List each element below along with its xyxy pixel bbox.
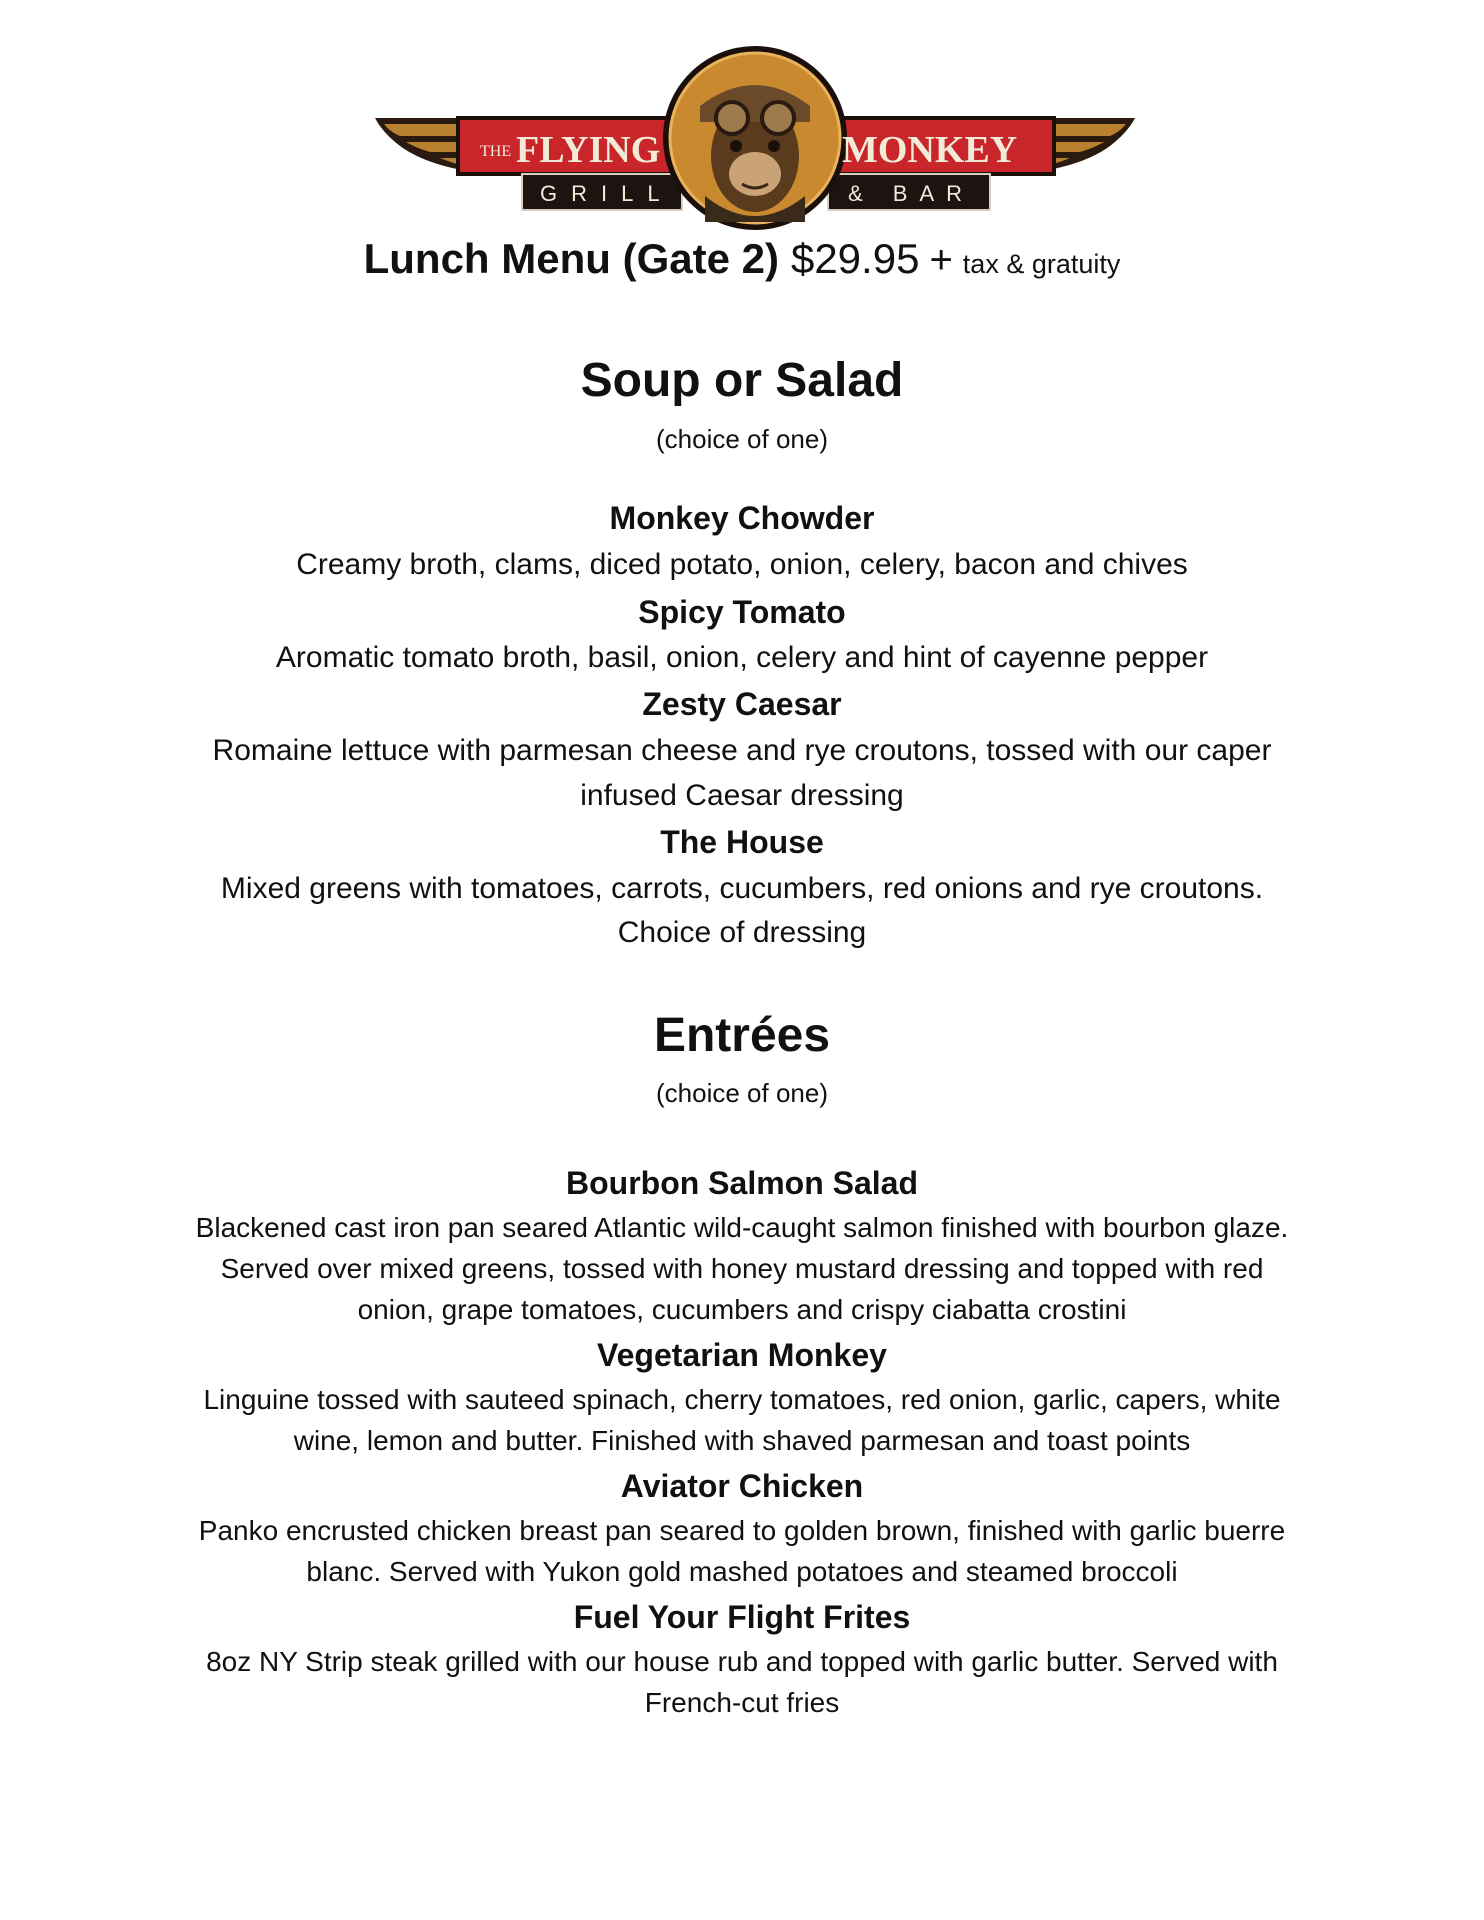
item-the-house-name: The House [660,824,824,860]
item-monkey-chowder-desc: Creamy broth, clams, diced potato, onion, celery, bacon and chives [296,548,1188,581]
item-bourbon-salmon-desc-1: Blackened cast iron pan seared Atlantic wild-caught salmon finished with bourbon glaze. [195,1212,1289,1243]
entrees-note: (choice of one) [656,1078,828,1108]
item-the-house-desc-1: Mixed greens with tomatoes, carrots, cucumbers, red onions and rye croutons. [220,872,1264,905]
menu-price: $29.95 [790,235,920,282]
logo-the-text: THE [480,143,512,160]
item-flight-frites-desc-1: 8oz NY Strip steak grilled with our house rub and topped with garlic butter. Served with [206,1646,1278,1677]
item-aviator-chicken-name: Aviator Chicken [620,1468,864,1504]
item-flight-frites-desc-2: French-cut fries [644,1687,840,1718]
soup-salad-title: Soup or Salad [580,354,904,407]
item-flight-frites-name: Fuel Your Flight Frites [573,1599,911,1635]
menu-headline [0,235,1484,282]
logo-grill-text: GRILL [540,181,674,206]
menu-plus: + [929,238,953,282]
item-spicy-tomato-desc: Aromatic tomato broth, basil, onion, celery and hint of cayenne pepper [275,641,1209,674]
menu-tax-note: tax & gratuity [962,249,1121,279]
item-spicy-tomato-name: Spicy Tomato [638,594,846,630]
flying-monkey-logo [370,46,1140,230]
monkey-aviator-icon [663,46,847,230]
entrees-title: Entrées [653,1009,831,1062]
logo-flying-text: FLYING [516,129,661,171]
item-bourbon-salmon-name: Bourbon Salmon Salad [565,1165,919,1201]
item-monkey-chowder-name: Monkey Chowder [609,500,875,536]
soup-salad-note: (choice of one) [656,424,828,454]
item-bourbon-salmon-desc-3: onion, grape tomatoes, cucumbers and crispy ciabatta crostini [357,1294,1127,1325]
item-aviator-chicken-desc-1: Panko encrusted chicken breast pan seared to golden brown, finished with garlic buerre [198,1515,1286,1546]
item-zesty-caesar-desc-2: infused Caesar dressing [580,779,904,812]
item-vegetarian-monkey-desc-1: Linguine tossed with sauteed spinach, cherry tomatoes, red onion, garlic, capers, white [203,1384,1281,1415]
logo-bar-text: & BAR [848,181,975,206]
item-the-house-desc-2: Choice of dressing [617,916,867,949]
menu-title: Lunch Menu (Gate 2) [363,235,779,282]
item-aviator-chicken-desc-2: blanc. Served with Yukon gold mashed potatoes and steamed broccoli [306,1556,1178,1587]
item-zesty-caesar-desc-1: Romaine lettuce with parmesan cheese and rye croutons, tossed with our caper [212,734,1272,767]
logo-monkey-text: MONKEY [842,129,1018,171]
item-bourbon-salmon-desc-2: Served over mixed greens, tossed with honey mustard dressing and topped with red [220,1253,1264,1284]
item-zesty-caesar-name: Zesty Caesar [642,686,842,722]
item-vegetarian-monkey-desc-2: wine, lemon and butter. Finished with shaved parmesan and toast points [293,1425,1191,1456]
item-vegetarian-monkey-name: Vegetarian Monkey [597,1337,887,1373]
